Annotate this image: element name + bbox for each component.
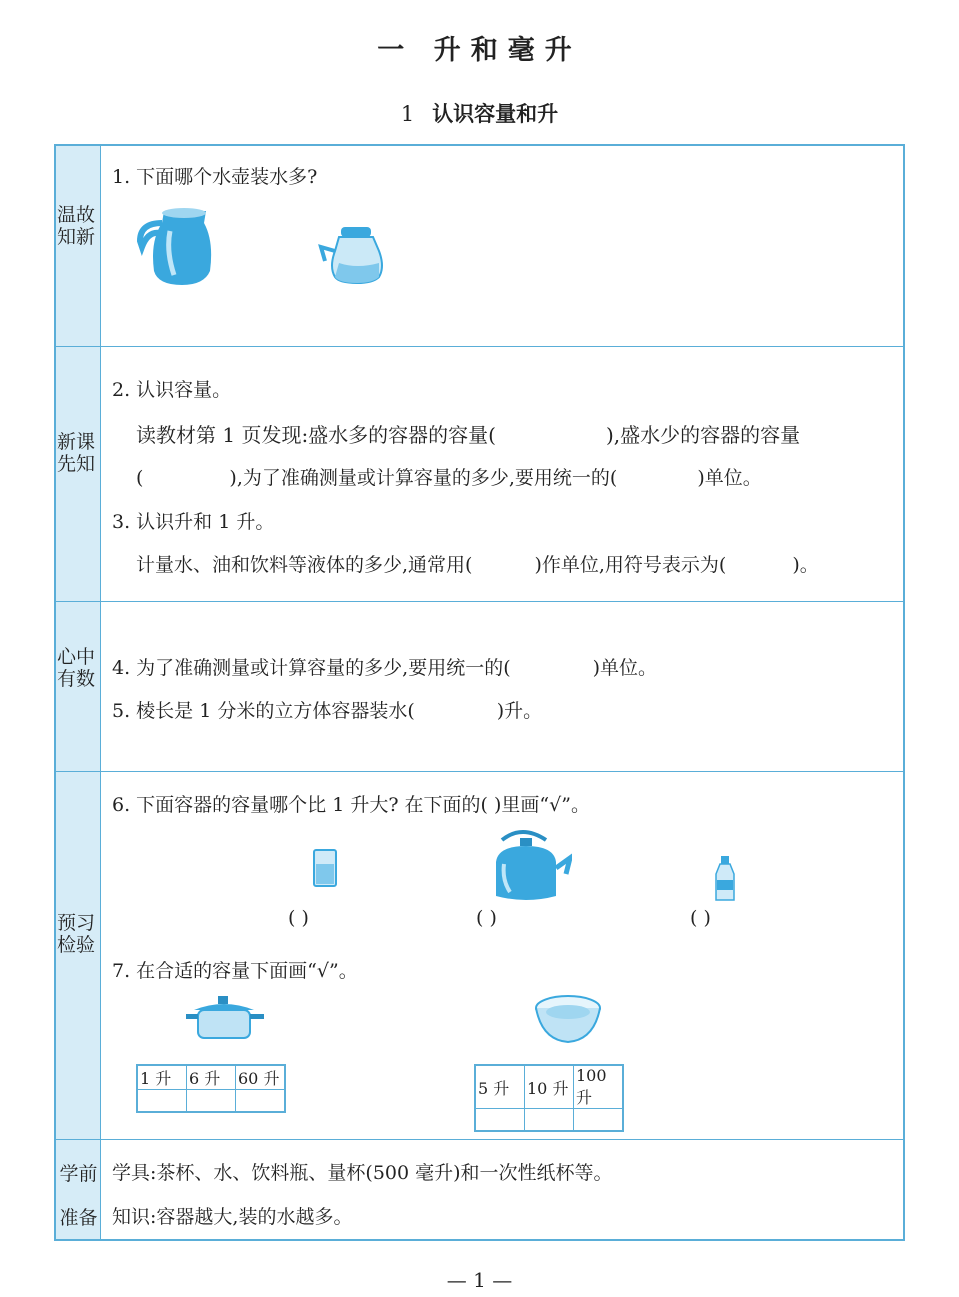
q2-text: ),为了准确测量或计算容量的多少,要用统一的( [229,467,618,489]
section-title-text: 认识容量和升 [432,101,559,126]
check-cell[interactable] [525,1109,574,1132]
answer-paren-kettle[interactable]: ( ) [476,907,497,929]
side-label-new [56,347,101,601]
side-label-prep [56,1140,101,1239]
answer-paren-bottle[interactable]: ( ) [690,907,711,929]
section-prep [56,1139,903,1239]
teakettle-image [482,826,572,906]
chapter-title: 一 升和毫升 [377,35,582,66]
side-label-text: 温故知新 [56,204,95,248]
check-cell[interactable] [137,1090,187,1113]
check-cell[interactable] [574,1109,624,1132]
preview-content [112,772,893,1139]
side-label-text [56,1152,101,1240]
question-1: 1. 下面哪个水壶装水多? [112,166,318,188]
new-content [112,347,893,601]
capacity-option: 6 升 [187,1065,236,1090]
q4-text: )单位。 [592,657,658,679]
prep-content [112,1140,893,1239]
basin-image [532,994,604,1046]
prep-tools: 学具:茶杯、水、饮料瓶、量杯(500 毫升)和一次性纸杯等。 [112,1162,613,1184]
q5-text: 5. 棱长是 1 分米的立方体容器装水( [112,700,415,722]
capacity-option: 5 升 [475,1065,525,1109]
large-pitcher-image [134,201,224,289]
section-title [0,98,959,128]
small-kettle-image [317,221,397,286]
question-4 [112,653,657,680]
side-label-preview [56,772,101,1139]
side-label-text: 预习检验 [56,912,95,956]
capacity-option: 60 升 [236,1065,286,1090]
capacity-option: 100 升 [574,1065,624,1109]
q2-text: 读教材第 1 页发现:盛水多的容器的容量( [136,423,496,447]
side-label-line: 学前 [59,1163,98,1185]
q2-text: ),盛水少的容器的容量 [605,423,801,447]
answer-paren-cup[interactable]: ( ) [288,907,309,929]
q5-text: )升。 [496,700,543,722]
mind-content [112,602,893,771]
q2-text: )单位。 [697,467,762,489]
question-5 [112,696,542,723]
section-preview [56,771,903,1139]
q2-text: ( [136,467,144,489]
check-cell[interactable] [236,1090,286,1113]
side-label-text: 新课先知 [56,431,95,475]
capacity-table-cooker [136,1064,286,1113]
question-2: 2. 认识容量。 [112,379,232,401]
section-number: 1 [400,102,415,126]
capacity-table-basin [474,1064,624,1132]
capacity-option: 1 升 [137,1065,187,1090]
pressure-cooker-image [186,994,266,1044]
section-review [56,146,903,346]
q3-line [136,550,819,577]
side-label-text: 心中有数 [56,646,95,690]
side-label-line: 准备 [59,1207,98,1229]
worksheet-frame [54,144,905,1241]
q3-text: 计量水、油和饮料等液体的多少,通常用( [136,554,473,576]
prep-knowledge: 知识:容器越大,装的水越多。 [112,1206,353,1228]
question-7: 7. 在合适的容量下面画“√”。 [112,960,358,982]
q4-text: 4. 为了准确测量或计算容量的多少,要用统一的( [112,657,511,679]
side-label-mind [56,602,101,771]
bottle-image [712,854,738,904]
check-cell[interactable] [475,1109,525,1132]
check-cell[interactable] [187,1090,236,1113]
q2-line-1 [136,419,800,448]
cup-image [308,844,342,892]
question-6: 6. 下面容器的容量哪个比 1 升大? 在下面的( )里画“√”。 [112,794,590,816]
side-label-review [56,146,101,346]
q2-line-2 [136,463,762,490]
section-mind [56,601,903,771]
q3-text: )。 [792,554,819,576]
review-content [112,146,893,346]
section-new [56,346,903,601]
page-number: — 1 — [446,1268,513,1292]
capacity-option: 10 升 [525,1065,574,1109]
q3-text: )作单位,用符号表示为( [534,554,727,576]
question-3: 3. 认识升和 1 升。 [112,511,275,533]
